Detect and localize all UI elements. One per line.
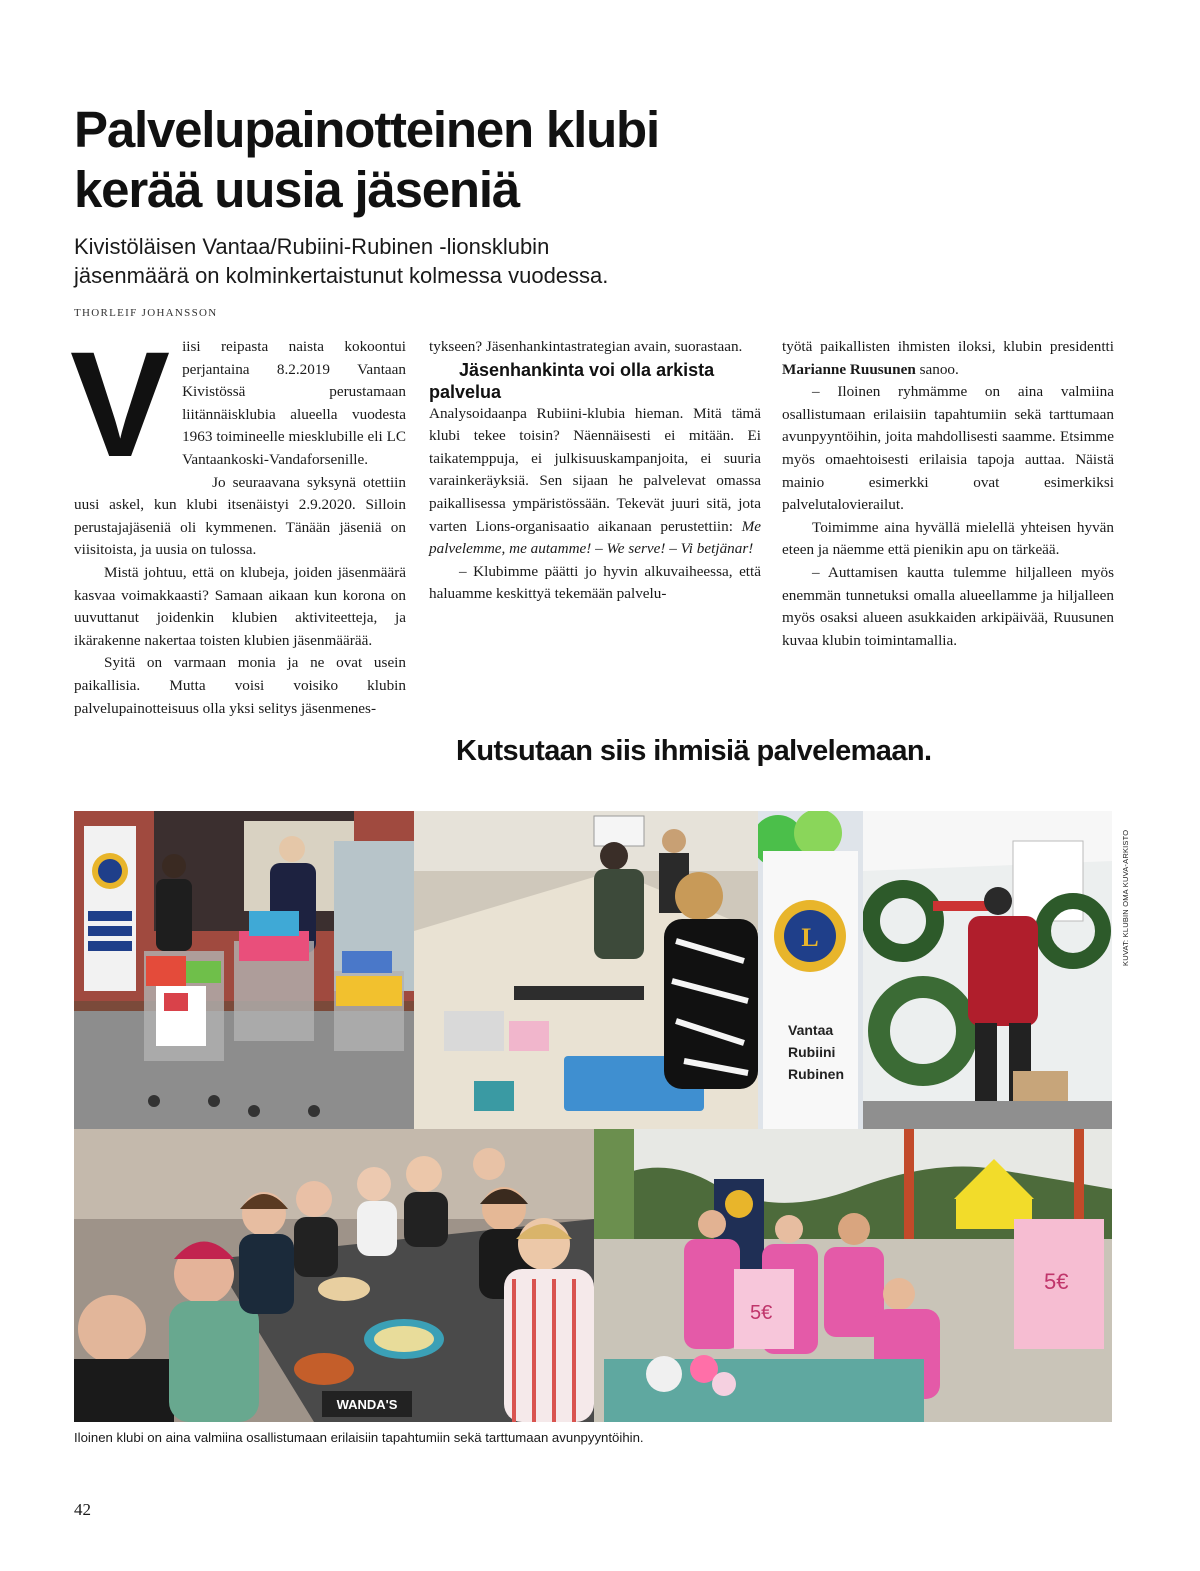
lead-line-2: jäsenmäärä on kolminkertaistunut kolmessa vuodessa. [74, 263, 609, 288]
photo-outdoor-sale [594, 1129, 1112, 1422]
article-paragraph-6-continued [782, 336, 1114, 381]
photo-crafting-table [414, 811, 758, 1129]
photo-restaurant-dinner [74, 1129, 594, 1422]
photo-wreath-sale [863, 811, 1112, 1129]
photo-credit: KUVAT: KLUBIN OMA KUVA-ARKISTO [1121, 829, 1130, 966]
lead-paragraph [74, 232, 694, 290]
photo-collage [74, 811, 1112, 1422]
article-column-2 [429, 336, 761, 606]
photo-wreath-sale-image [863, 811, 1112, 1129]
article-paragraph-8: Toimimme aina hyvällä mielellä yhteisen hyvän eteen ja näemme että pienikin apu on tärkeää. [782, 518, 1114, 559]
article-paragraph-7: – Iloinen ryhmämme on aina valmiina osallistumaan erilaisiin tapahtumiin sekä tarttumaan avunpyyntöihin, joita mahdollisesti saamme. Etsimme myös omaehtoisesti erilaisia tapoja auttaa. Näistä mainio esimerkki ovat esimerkiksi palvelutalovierailut. [782, 383, 1114, 514]
photo-lions-banner-image [758, 811, 863, 1129]
lions-motto: Me palvelemme, me autamme! – We serve! – Vi betjänar! [429, 517, 761, 558]
paragraph-6-text: työtä paikallisten ihmisten iloksi, klubin presidentti [782, 338, 1114, 355]
article-column-3 [782, 336, 1114, 652]
photo-caption: Iloinen klubi on aina valmiina osallistumaan erilaisiin tapahtumiin sekä tarttumaan avunpyyntöihin. [74, 1430, 644, 1445]
photo-toy-donation [74, 811, 414, 1129]
headline-line-2: kerää uusia jäseniä [74, 161, 519, 218]
price-sign: 5€ [750, 1302, 773, 1324]
price-sign-small: 5€ [1044, 1269, 1069, 1294]
svg-text:L: L [801, 923, 819, 952]
page-number: 42 [74, 1500, 91, 1519]
article-paragraph-9: – Auttamisen kautta tulemme hiljalleen myös enemmän tunnetuksi omalla alueellamme ja hiljalleen myös osaksi alueen asukkaiden arkipäivää, Ruusunen kuvaa klubin toimintamallia. [782, 563, 1114, 649]
photo-outdoor-sale-image [594, 1129, 1112, 1422]
banner-text-3: Rubinen [788, 1066, 844, 1082]
photo-toy-donation-image [74, 811, 414, 1129]
article-subhead: Jäsenhankinta voi olla arkista palvelua [429, 359, 715, 402]
article-paragraph-3: Mistä johtuu, että on klubeja, joiden jäsenmäärä kasvaa voimakkaasti? Samaan aikaan kun korona on uuvuttanut joidenkin klubien aktiviteetteja, ja ikärakenne nakertaa toisten klubien jäsenmäärää. [74, 563, 406, 649]
article-paragraph-1 [70, 320, 406, 488]
lead-line-1: Kivistöläisen Vantaa/Rubiini-Rubinen -lionsklubin [74, 234, 550, 259]
paragraph-6-end: sanoo. [915, 360, 959, 378]
restaurant-sign: WANDA'S [336, 1397, 398, 1412]
banner-text-1: Vantaa [788, 1022, 834, 1038]
article-paragraph-4-continued: tykseen? Jäsenhankintastrategian avain, suorastaan. [429, 338, 743, 355]
photo-restaurant-dinner-image [74, 1129, 594, 1422]
article-paragraph-5 [429, 403, 761, 561]
article-column-1 [70, 320, 406, 720]
byline: THORLEIF JOHANSSON [74, 307, 218, 319]
president-name: Marianne Ruusunen [782, 360, 916, 378]
article-paragraph-4: Syitä on varmaan monia ja ne ovat usein paikallisia. Mutta voisi voisiko klubin palvelupainotteisuus olla yksi selitys jäsenmenes- [74, 654, 406, 717]
photo-crafting-table-image [414, 811, 758, 1129]
banner-text-2: Rubiini [788, 1044, 836, 1060]
article-paragraph-2: Jo seuraavana syksynä otettiin uusi askel, kun klubi itsenäistyi 2.9.2020. Silloin perustajajäseniä oli kymmenen. Tänään jäseniä on viisitoista, ja uusia on tulossa. [74, 473, 406, 559]
paragraph-1-text: iisi reipasta naista kokoontui perjantaina 8.2.2019 Vantaan Kivistössä perustamaan liitännäisklubia alueella vuodesta 1963 toimineelle miesklubille eli LC Vantaankoski-Vandaforsenille. [182, 338, 406, 468]
photo-lions-banner [758, 811, 863, 1129]
pull-quote: Kutsutaan siis ihmisiä palvelemaan. [456, 735, 932, 767]
paragraph-5-text: Analysoidaanpa Rubiini-klubia hieman. Mitä tämä klubi tekee toisin? Näennäisesti ei mitään. Ei taikatemppuja, ei julkisuuskampanjoita, ei suuria varainkeräyksiä. Sen sijaan he palvelevat omassa paikallisessa ympäristössään. Tekevät juuri sitä, jota varten Lions-organisaatio aikanaan perustettiin: [429, 404, 761, 535]
article-paragraph-6: – Klubimme päätti jo hyvin alkuvaiheessa, että haluamme keskittyä tekemään palvelu- [429, 562, 761, 603]
drop-cap: V [70, 320, 171, 488]
headline-line-1: Palvelupainotteinen klubi [74, 101, 659, 158]
headline [74, 100, 774, 220]
